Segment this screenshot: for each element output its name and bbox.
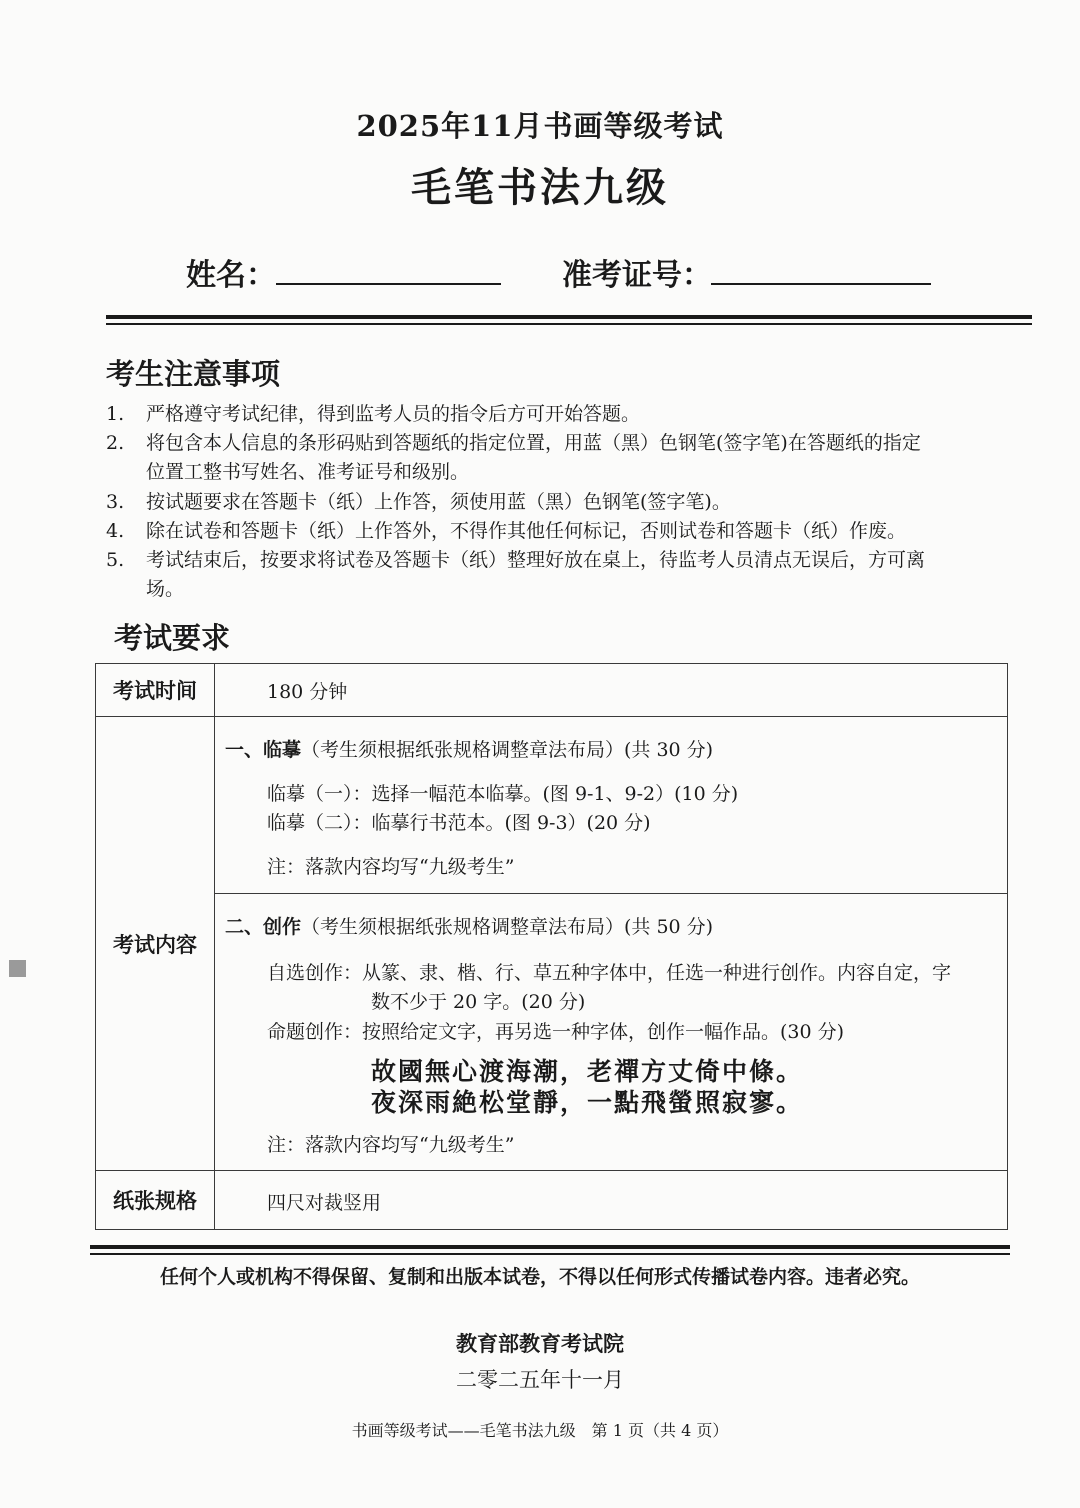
requirements-heading: 考试要求: [114, 621, 231, 655]
footer-rule-thin: [90, 1253, 1010, 1255]
header-rule-thick: [106, 315, 1032, 319]
copyright-notice: 任何个人或机构不得保留、复制和出版本试卷，不得以任何形式传播试卷内容。违者必究。: [159, 1266, 920, 1288]
part2-desc: （考生须根据纸张规格调整章法布局）(共 50 分): [301, 916, 714, 938]
header-rule-thin: [106, 323, 1032, 325]
part2-title: 二、创作: [225, 916, 302, 938]
table-row-part2: [96, 894, 1008, 1171]
part1-title: 一、临摹: [225, 739, 302, 761]
subject-title: 毛笔书法九级: [411, 164, 669, 211]
notice-number: 5.: [106, 549, 125, 571]
notice-text: 按试题要求在答题卡（纸）上作答，须使用蓝（黑）色钢笔(签字笔)。: [146, 491, 731, 513]
ticket-label: 准考证号：: [562, 258, 712, 293]
paper-value: 四尺对裁竖用: [267, 1192, 382, 1214]
notice-text: 位置工整书写姓名、准考证号和级别。: [146, 461, 470, 483]
topic-creation-line: 命题创作：按照给定文字，再另选一种字体，创作一幅作品。(30 分): [267, 1021, 845, 1043]
time-label: 考试时间: [96, 664, 215, 717]
notice-text: 场。: [146, 578, 185, 600]
free-creation-line: 自选创作：从篆、隶、楷、行、草五种字体中，任选一种进行创作。内容自定，字: [267, 962, 952, 984]
part2-cell: [215, 894, 1008, 1171]
time-value: 180 分钟: [267, 681, 348, 703]
poem-line: 故國無心渡海潮，老禪方丈倚中條。: [371, 1057, 804, 1086]
notice-number: 3.: [106, 491, 125, 513]
notice-text: 将包含本人信息的条形码贴到答题纸的指定位置，用蓝（黑）色钢笔(签字笔)在答题纸的指定: [146, 432, 921, 454]
exam-title: 2025年11月书画等级考试: [356, 109, 724, 143]
part1-item: 临摹（二）：临摹行书范本。(图 9-3）(20 分): [267, 812, 651, 834]
table-row-time: [96, 664, 1008, 717]
notice-number: 2.: [106, 432, 125, 454]
notice-number: 4.: [106, 520, 125, 542]
footer-rule-thick: [90, 1245, 1010, 1249]
time-cell: [215, 664, 1008, 717]
part2-note: 注：落款内容均写“九级考生”: [267, 1134, 515, 1156]
part1-desc: （考生须根据纸张规格调整章法布局）(共 30 分): [301, 739, 714, 761]
content-label: 考试内容: [96, 717, 215, 1171]
notice-text: 除在试卷和答题卡（纸）上作答外，不得作其他任何标记，否则试卷和答题卡（纸）作废。: [146, 520, 907, 542]
part1-cell: [215, 717, 1008, 894]
paper-cell: [215, 1171, 1008, 1230]
page-footer: 书画等级考试——毛笔书法九级 第 1 页（共 4 页）: [351, 1421, 729, 1440]
issuer: 教育部教育考试院: [456, 1331, 624, 1356]
issue-date: 二零二五年十一月: [456, 1368, 624, 1392]
name-blank: [276, 283, 501, 285]
table-row-paper: [96, 1171, 1008, 1230]
notice-text: 严格遵守考试纪律，得到监考人员的指令后方可开始答题。: [146, 403, 641, 425]
margin-mark: [9, 960, 26, 977]
table-row-part1: [96, 717, 1008, 894]
notice-number: 1.: [106, 403, 125, 425]
name-label: 姓名：: [186, 258, 276, 293]
ticket-blank: [711, 283, 931, 285]
part1-item: 临摹（一）：选择一幅范本临摹。(图 9-1、9-2）(10 分): [267, 783, 739, 805]
notice-text: 考试结束后，按要求将试卷及答题卡（纸）整理好放在桌上，待监考人员清点无误后，方可离: [146, 549, 926, 571]
notice-heading: 考生注意事项: [106, 357, 281, 391]
poem-line: 夜深雨絶松堂靜，一點飛螢照寂寥。: [371, 1088, 804, 1117]
requirements-table: [95, 663, 1008, 1230]
notice-list: [106, 400, 1006, 605]
paper-label: 纸张规格: [96, 1171, 215, 1230]
free-creation-line: 数不少于 20 字。(20 分): [371, 991, 586, 1013]
part1-note: 注：落款内容均写“九级考生”: [267, 856, 515, 878]
